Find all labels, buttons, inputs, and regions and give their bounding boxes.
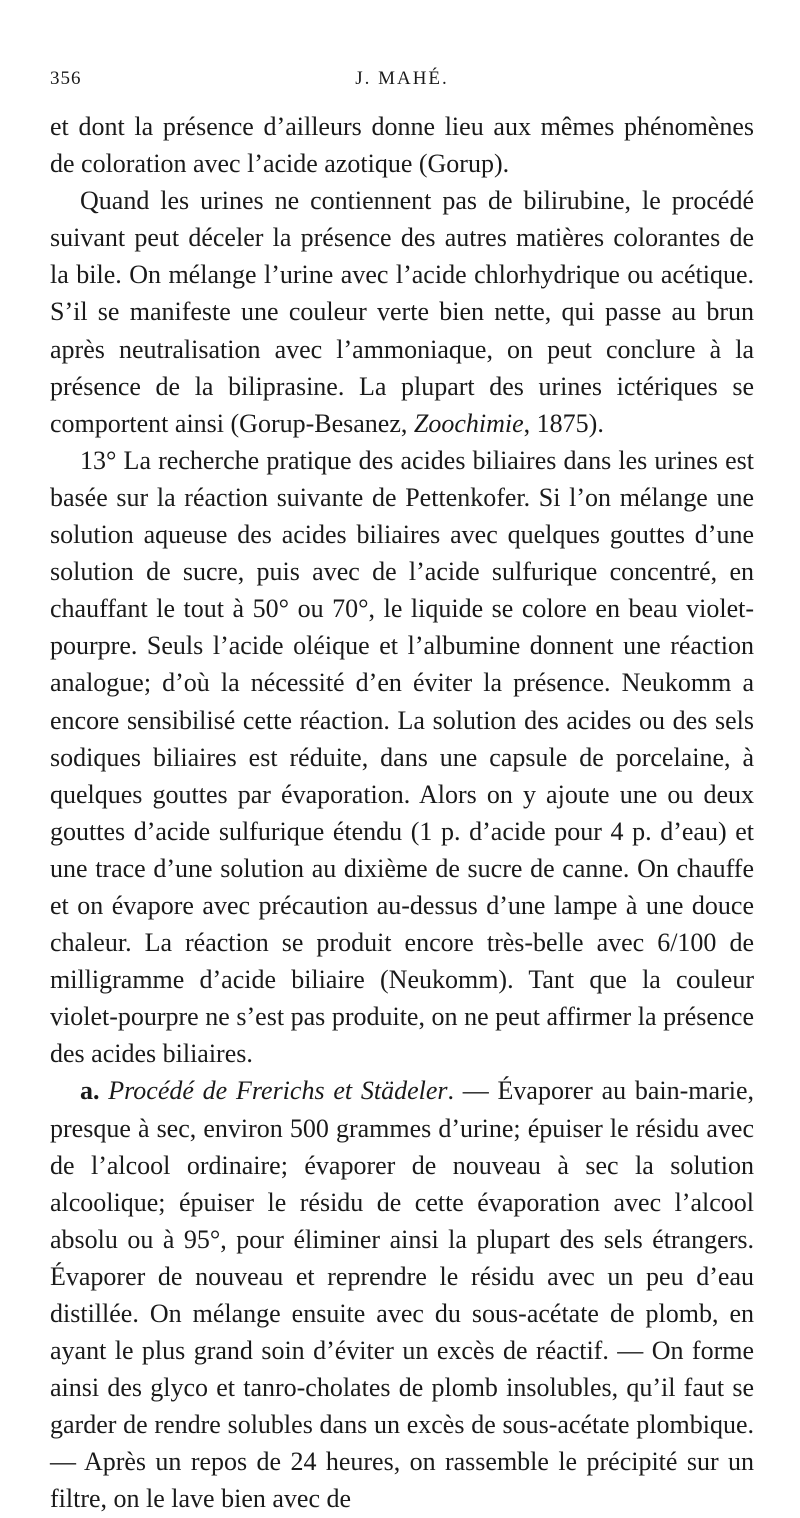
running-head-author: J. MAHÉ. xyxy=(355,68,449,89)
page-number: 356 xyxy=(50,68,82,89)
paragraph-text: Quand les urines ne contiennent pas de bilirubine, le procédé suivant peut déceler la présence des autres matières colorantes de la bile. On mélange l’urine avec l’acide chlorhydrique ou acétique. S’il se manifeste une couleur verte bien nette, qui passe au brun après neutralisation avec l’ammoniaque, on peut conclure à la présence de la biliprasine. La plupart des urines ictériques se comportent ainsi (Gorup-Besanez, xyxy=(50,186,754,438)
paragraph-text-bold: a. xyxy=(80,1076,100,1106)
paragraph-text-italic: Procédé de Frerichs et Städeler xyxy=(108,1076,448,1106)
paragraph-text: . — Évaporer au bain-marie, presque à sec, environ 500 grammes d’urine; épuiser le résidu avec de l’alcool ordinaire; évaporer de nouveau à sec la solution alcoolique; épuiser le résidu de cette évaporation avec l’alcool absolu ou à 95°, pour éliminer ainsi la plupart des sels étrangers. Évaporer de nouveau et reprendre le résidu avec un peu d’eau distillée. On mélange ensuite avec du sous-acétate de plomb, en ayant le plus grand soin d’éviter un excès de réactif. — On forme ainsi des glyco et tanro-cholates de plomb insolubles, qu’il faut se garder de rendre solubles dans un excès de sous-acétate plombique. — Après un repos de 24 heures, on rassemble le précipité sur un filtre, on le lave bien avec de xyxy=(50,1076,754,1514)
paragraph-text: , 1875). xyxy=(523,408,604,438)
running-head xyxy=(50,68,754,98)
paragraph-text-italic: Zoochimie xyxy=(413,408,524,438)
paragraph xyxy=(50,108,754,182)
paragraph xyxy=(50,442,754,1073)
paragraph-text: et dont la présence d’ailleurs donne lieu aux mêmes phénomènes de coloration avec l’acide azotique (Gorup). xyxy=(50,112,754,179)
paragraph xyxy=(50,182,754,442)
paragraph xyxy=(50,1072,754,1517)
paragraph-text: 13° La recherche pratique des acides biliaires dans les urines est basée sur la réaction suivante de Pettenkofer. Si l’on mélange une solution aqueuse des acides biliaires avec quelques gouttes d’une solution de sucre, puis avec de l’acide sulfurique concentré, en chauffant le tout à 50° ou 70°, le liquide se colore en beau violet-pourpre. Seuls l’acide oléique et l’albumine donnent une réaction analogue; d’où la nécessité d’en éviter la présence. Neukomm a encore sensibilisé cette réaction. La solution des acides ou des sels sodiques biliaires est réduite, dans une capsule de porcelaine, à quelques gouttes par évaporation. Alors on y ajoute une ou deux gouttes d’acide sulfurique étendu (1 p. d’acide pour 4 p. d’eau) et une trace d’une solution au dixième de sucre de canne. On chauffe et on évapore avec précaution au-dessus d’une lampe à une douce chaleur. La réaction se produit encore très-belle avec 6/100 de milligramme d’acide biliaire (Neukomm). Tant que la couleur violet-pourpre ne s’est pas produite, on ne peut affirmer la présence des acides biliaires. xyxy=(50,445,754,1069)
body-text xyxy=(50,108,754,1518)
paragraph-text xyxy=(100,1076,109,1105)
